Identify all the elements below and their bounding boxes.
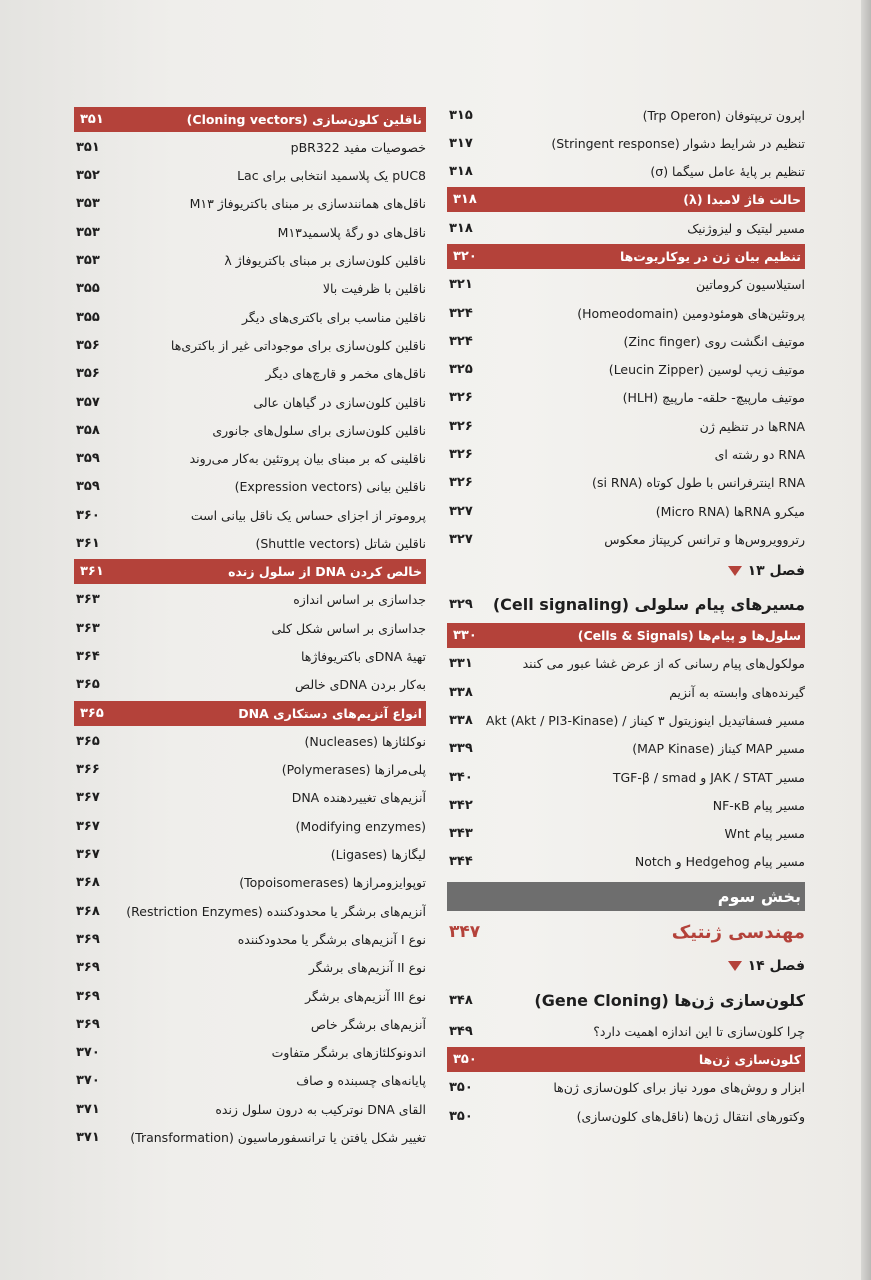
page-number: ۳۲۷ [449,531,473,547]
toc-entry-title: ناقلین کلون‌سازی در گیاهان عالی [253,394,426,410]
toc-entry [74,1010,426,1038]
page-number: ۳۵۰ [449,1108,473,1124]
toc-entry [447,299,805,327]
page-number: ۳۶۸ [76,875,100,891]
toc-entry-title: میکرو RNAها (Micro RNA) [655,503,805,519]
page-number: ۳۶۷ [76,790,100,806]
section-heading-title: ناقلین کلون‌سازی (Cloning vectors) [186,111,422,127]
part-title [447,915,805,949]
toc-entry-title: تنظیم در شرایط دشوار (Stringent response) [551,135,805,151]
toc-entry-title: مسیر پیام NF-κB [712,797,805,813]
toc-entry [74,360,426,388]
toc-entry [447,469,805,497]
toc-entry-title: استیلاسیون کروماتین [696,277,805,293]
toc-entry [74,133,426,161]
toc-entry-title: جداسازی بر اساس اندازه [293,592,426,608]
toc-entry-title: ناقلین کلون‌سازی برای سلول‌های جانوری [212,422,426,438]
toc-entry [74,812,426,840]
toc-entry [74,388,426,416]
page-number: ۳۵۱ [76,139,100,155]
page-number: ۳۱۷ [449,135,473,151]
page-number: ۳۲۶ [449,418,473,434]
toc-entry-title: پایانه‌های چسبنده و صاف [296,1073,426,1089]
page-number: ۳۵۱ [80,111,104,127]
toc-entry [74,869,426,897]
page-number: ۳۲۶ [449,446,473,462]
page-number: ۳۶۷ [76,847,100,863]
page-number: ۳۲۶ [449,475,473,491]
page-number: ۳۳۰ [453,628,477,644]
toc-entry-title: نوکلئازها (Nucleases) [304,733,426,749]
toc-entry-title: تنظیم بر پایهٔ عامل سیگما (σ) [650,164,805,180]
page-edge-shadow [861,0,871,1280]
chapter-label [447,554,805,588]
toc-section-heading [74,107,426,132]
section-heading-title: سلول‌ها و پیام‌ها (Cells & Signals) [577,628,801,644]
page-number: ۳۵۹ [76,479,100,495]
chapter-number: فصل ۱۳ [747,562,805,579]
chapter-title-text: کلون‌سازی ژن‌ها (Gene Cloning) [534,990,805,1010]
toc-entry-title: موتیف مارپیچ- حلقه- مارپیچ (HLH) [622,390,805,406]
toc-entry-title: ناقلینی که بر مبنای بیان پروتئین به‌کار می‌روند [189,451,426,467]
page-number: ۳۵۸ [76,422,100,438]
page-number: ۳۶۳ [76,620,100,636]
section-heading-title: تنظیم بیان ژن در یوکاریوت‌ها [619,248,801,264]
part-heading: بخش سوم [447,882,805,911]
toc-entry [447,1074,805,1102]
page-number: ۳۷۰ [76,1073,100,1089]
toc-entry [447,497,805,525]
toc-entry [447,678,805,706]
toc-entry-title: اندونوکلئازهای برشگر متفاوت [271,1045,426,1061]
toc-entry-title: آنزیم‌های برشگر خاص [310,1016,426,1032]
toc-entry [74,1095,426,1123]
page-number: ۳۵۰ [453,1051,477,1067]
page-number: ۳۶۱ [80,564,104,580]
section-heading-title: حالت فاژ لامبدا (λ) [683,192,801,208]
section-heading-title: انواع آنزیم‌های دستکاری DNA [238,705,422,721]
toc-entry [74,303,426,331]
toc-entry [447,1017,805,1045]
page-number: ۳۵۳ [76,224,100,240]
toc-entry-title: خصوصیات مفید pBR322 [290,139,426,155]
toc-entry-title: وکتورهای انتقال ژن‌ها (ناقل‌های کلون‌سازی) [576,1108,805,1124]
toc-section-heading [74,701,426,726]
toc-entry [447,440,805,468]
toc-entry-title: مسیر JAK / STAT و TGF-β / smad [612,769,805,785]
toc-entry [447,101,805,129]
toc-entry [447,384,805,412]
toc-entry [447,791,805,819]
page-number: ۳۶۷ [76,818,100,834]
chapter-number: فصل ۱۴ [747,958,805,975]
toc-entry-title: pUC8 یک پلاسمید انتخابی برای Lac [237,168,426,184]
toc-entry [74,671,426,699]
toc-entry-title: موتیف زیپ لوسین (Leucin Zipper) [608,362,805,378]
toc-entry-title: مسیر لیتیک و لیزوژنیک [687,220,805,236]
page-number: ۳۳۹ [449,741,473,757]
page-number: ۳۵۷ [76,394,100,410]
toc-entry [74,982,426,1010]
toc-entry-title: RNA اینترفرانس با طول کوتاه (si RNA) [592,475,805,491]
toc-entry-title: پروتئین‌های هومئودومین (Homeodomain) [577,305,805,321]
toc-entry [74,473,426,501]
toc-entry-title: ناقلین بیانی (Expression vectors) [234,479,426,495]
toc-entry-title: اپرون تریپتوفان (Trp Operon) [642,107,805,123]
toc-entry-title: ناقل‌های همانندسازی بر مبنای باکتریوفاژ M۱۳ [189,196,426,212]
toc-entry-title: آنزیم‌های برشگر یا محدودکننده (Restriction Enzymes) [126,903,426,919]
page-number: ۳۵۹ [76,451,100,467]
toc-entry [74,727,426,755]
toc-section-heading [447,623,805,648]
page-number: ۳۱۵ [449,107,473,123]
toc-entry [74,1038,426,1066]
toc-entry [447,327,805,355]
toc-entry [74,275,426,303]
toc-entry [74,586,426,614]
toc-entry [447,412,805,440]
page-number: ۳۲۴ [449,333,473,349]
toc-entry-title: پلی‌مرازها (Polymerases) [281,762,426,778]
toc-entry [447,735,805,763]
page-number: ۳۴۷ [449,922,481,943]
toc-entry [447,820,805,848]
page-number: ۳۲۴ [449,305,473,321]
toc-entry [74,897,426,925]
toc-entry-title: لیگازها (Ligases) [330,847,426,863]
toc-entry-title: تغییر شکل یافتن یا ترانسفورماسیون (Transformation) [130,1130,426,1145]
toc-entry [74,529,426,557]
toc-entry-title: گیرنده‌های وابسته به آنزیم [669,684,805,700]
toc-section-heading [447,244,805,269]
toc-entry [74,840,426,868]
page-number: ۳۴۰ [449,769,473,785]
page-number: ۳۶۵ [76,733,100,749]
toc-entry-title: ابزار و روش‌های مورد نیاز برای کلون‌سازی ژن‌ها [553,1080,805,1096]
toc-entry-title: توپوایزومرازها (Topoisomerases) [239,875,426,891]
section-heading-title: کلون‌سازی ژن‌ها [698,1051,801,1067]
toc-entry [74,642,426,670]
page-number: ۳۲۶ [449,390,473,406]
toc-left-column [74,105,426,1152]
toc-entry [74,416,426,444]
toc-entry [74,444,426,472]
toc-entry [447,848,805,876]
toc-entry [447,214,805,242]
toc-entry [74,331,426,359]
page-number: ۳۵۵ [76,309,100,325]
page-number: ۳۵۶ [76,366,100,382]
toc-entry [447,1102,805,1130]
page-number: ۳۱۸ [449,164,473,180]
page-number: ۳۷۱ [76,1101,100,1117]
toc-entry [447,706,805,734]
page-number: ۳۵۵ [76,281,100,297]
toc-entry [447,763,805,791]
page-number: ۳۷۱ [76,1130,100,1145]
page-number: ۳۶۹ [76,1016,100,1032]
page-number: ۳۶۴ [76,649,100,665]
toc-entry [74,161,426,189]
toc-entry [74,501,426,529]
page-number: ۳۶۳ [76,592,100,608]
page-number: ۳۶۵ [76,677,100,693]
toc-entry [447,129,805,157]
toc-entry-title: ناقلین مناسب برای باکتری‌های دیگر [242,309,426,325]
toc-entry-title: ناقلین کلون‌سازی بر مبنای باکتریوفاژ λ [224,253,426,269]
page-number: ۳۷۰ [76,1045,100,1061]
toc-entry [447,158,805,186]
page-number: ۳۴۹ [449,1023,473,1039]
page-number: ۳۵۰ [449,1080,473,1096]
part-title-text: مهندسی ژنتیک [671,921,805,943]
page-number: ۳۲۱ [449,277,473,293]
page-number: ۳۶۶ [76,762,100,778]
section-heading-title: خالص کردن DNA از سلول زنده [228,564,422,580]
page-number: ۳۵۶ [76,337,100,353]
page-number: ۳۲۷ [449,503,473,519]
toc-entry-title: RNAها در تنظیم ژن [699,418,805,434]
toc-entry-title: ناقلین کلون‌سازی برای موجوداتی غیر از باکتری‌ها [170,337,426,353]
triangle-down-icon [728,566,742,576]
toc-entry [74,925,426,953]
toc-section-heading [447,187,805,212]
page-number: ۳۶۵ [80,705,104,721]
toc-section-heading [447,1047,805,1072]
page-number: ۳۴۳ [449,826,473,842]
page-number: ۳۴۲ [449,797,473,813]
page-number: ۳۲۰ [453,248,477,264]
toc-entry-title: مسیر فسفاتیدیل اینوزیتول ۳ کیناز / Akt (Akt / PI3-Kinase) [485,712,805,728]
page-number: ۳۴۸ [449,992,473,1008]
toc-entry-title: ناقلین شاتل (Shuttle vectors) [255,535,426,551]
toc-entry-title: موتیف انگشت روی (Zinc finger) [623,333,805,349]
page-number: ۳۶۰ [76,507,100,523]
toc-entry-title: مسیر پیام Hedgehog و Notch [634,854,805,870]
toc-entry [74,614,426,642]
toc-right-column [447,101,805,1130]
toc-entry-title: جداسازی بر اساس شکل کلی [271,620,426,636]
toc-entry-title: چرا کلون‌سازی تا این اندازه اهمیت دارد؟ [593,1023,805,1039]
toc-entry [74,190,426,218]
page-number: ۳۳۸ [449,712,473,728]
toc-entry [74,756,426,784]
page-number: ۳۳۱ [449,656,473,672]
page-number: ۳۲۹ [449,597,473,613]
toc-entry-title: نوع III آنزیم‌های برشگر [305,988,426,1004]
page-number: ۳۴۴ [449,854,473,870]
toc-entry [447,271,805,299]
toc-entry-title: ناقلین با ظرفیت بالا [322,281,426,297]
page-number: ۳۶۹ [76,988,100,1004]
toc-entry-title: نوع II آنزیم‌های برشگر [308,960,426,976]
toc-section-heading [74,559,426,584]
toc-entry-title: RNA دو رشته ای [714,446,805,462]
page-number: ۳۳۸ [449,684,473,700]
toc-entry [74,246,426,274]
chapter-title [447,588,805,622]
toc-entry [447,525,805,553]
toc-entry [74,954,426,982]
chapter-title-text: مسیرهای پیام سلولی (Cell signaling) [492,595,805,615]
page-number: ۳۵۳ [76,196,100,212]
toc-entry-title: نوع I آنزیم‌های برشگر یا محدودکننده [237,931,426,947]
toc-entry [447,650,805,678]
toc-entry-title: القای DNA نوترکیب به درون سلول زنده [215,1101,426,1117]
chapter-label-text [447,958,805,974]
page-number: ۳۵۲ [76,168,100,184]
toc-entry-title: مولکول‌های پیام رسانی که از عرض غشا عبور می کنند [522,656,805,672]
page-number: ۳۵۳ [76,253,100,269]
toc-entry [74,218,426,246]
toc-entry [74,784,426,812]
toc-entry-title: (Modifying enzymes) [295,818,426,834]
chapter-label-text [447,563,805,579]
chapter-title [447,983,805,1017]
toc-entry-title: مسیر MAP کیناز (MAP Kinase) [632,741,805,757]
toc-entry-title: آنزیم‌های تغییردهنده DNA [291,790,426,806]
page-number: ۳۶۸ [76,903,100,919]
page-number: ۳۱۸ [453,192,477,208]
chapter-label [447,949,805,983]
toc-entry-title: ناقل‌های مخمر و قارچ‌های دیگر [265,366,426,382]
page-number: ۳۶۹ [76,960,100,976]
toc-entry-title: ناقل‌های دو رگهٔ پلاسمیدM۱۳ [277,224,426,240]
toc-entry-title: به‌کار بردن DNAی خالص [295,677,426,693]
toc-entry-title: مسیر پیام Wnt [724,826,805,842]
page-number: ۳۶۱ [76,535,100,551]
toc-entry [447,355,805,383]
page-number: ۳۱۸ [449,220,473,236]
page-number: ۳۲۵ [449,362,473,378]
toc-entry [74,1123,426,1151]
toc-entry-title: رتروویروس‌ها و ترانس کریپتاز معکوس [604,531,805,547]
toc-entry-title: تهیهٔ DNAی باکتریوفاژها [300,649,426,665]
page-number: ۳۶۹ [76,931,100,947]
toc-entry [74,1067,426,1095]
toc-entry-title: پروموتر از اجزای حساس یک ناقل بیانی است [190,507,426,523]
triangle-down-icon [728,961,742,971]
